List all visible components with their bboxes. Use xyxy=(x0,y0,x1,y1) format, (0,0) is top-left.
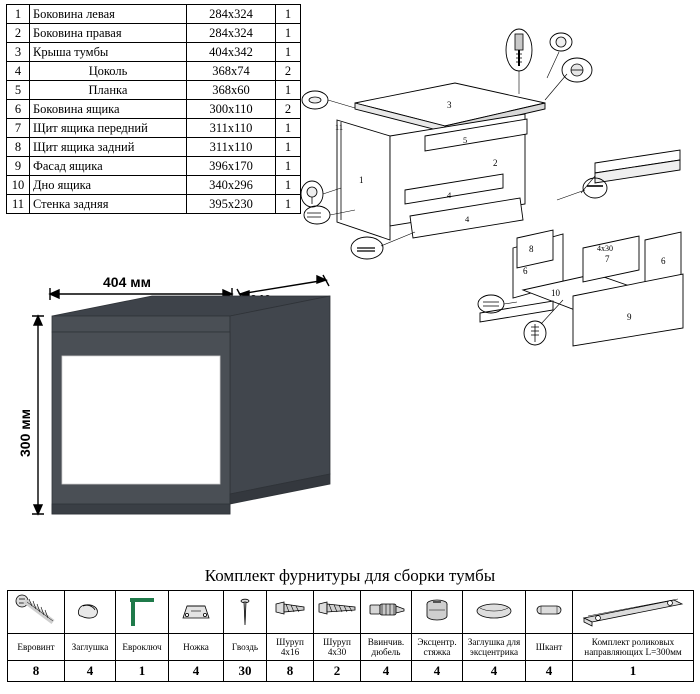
kit-item-label: Заглушка для эксцентрика xyxy=(463,634,526,661)
kit-item-label: Евровинт xyxy=(8,634,65,661)
part-qty: 1 xyxy=(276,119,301,138)
callout-2: 2 xyxy=(493,158,498,168)
kit-item-qty: 30 xyxy=(224,661,267,682)
kit-item-qty: 1 xyxy=(573,661,694,682)
part-size: 396х170 xyxy=(187,157,276,176)
table-row xyxy=(7,157,301,176)
screw-long-icon-cell xyxy=(314,591,361,634)
cap-icon-cell xyxy=(65,591,116,634)
kit-item-label: Ножка xyxy=(169,634,224,661)
dowel-wood-icon-cell xyxy=(526,591,573,634)
part-number: 10 xyxy=(7,176,30,195)
callout-9: 9 xyxy=(627,312,632,322)
part-qty: 1 xyxy=(276,138,301,157)
part-size: 340х296 xyxy=(187,176,276,195)
kit-item-label: Ввинчив. дюбель xyxy=(361,634,412,661)
part-number: 7 xyxy=(7,119,30,138)
kit-item-qty: 4 xyxy=(412,661,463,682)
part-qty: 1 xyxy=(276,24,301,43)
kit-item-qty: 4 xyxy=(361,661,412,682)
part-size: 404х342 xyxy=(187,43,276,62)
kit-item-qty: 8 xyxy=(8,661,65,682)
callout-10: 10 xyxy=(551,288,560,298)
nail-icon-cell xyxy=(224,591,267,634)
kit-item-label: Заглушка xyxy=(65,634,116,661)
hardware-kit-title: Комплект фурнитуры для сборки тумбы xyxy=(204,566,496,585)
table-row xyxy=(7,138,301,157)
callout-11: 11 xyxy=(335,122,344,132)
callout-8: 8 xyxy=(529,244,534,254)
kit-item-qty: 8 xyxy=(267,661,314,682)
eurowint-icon-cell xyxy=(8,591,65,634)
kit-item-qty: 4 xyxy=(169,661,224,682)
dowel-icon-cell xyxy=(361,591,412,634)
part-qty: 1 xyxy=(276,176,301,195)
part-qty: 1 xyxy=(276,43,301,62)
table-row xyxy=(7,195,301,214)
part-size: 311х110 xyxy=(187,138,276,157)
part-name: Боковина правая xyxy=(30,24,187,43)
parts-table xyxy=(6,4,301,214)
screw-icon-cell xyxy=(267,591,314,634)
table-row xyxy=(7,43,301,62)
foot-icon-cell xyxy=(169,591,224,634)
kit-item-label: Комплект роликовых направляющих L=300мм xyxy=(573,634,694,661)
callout-5: 5 xyxy=(463,135,468,145)
allen-key-icon-cell xyxy=(116,591,169,634)
part-qty: 2 xyxy=(276,62,301,81)
part-number: 1 xyxy=(7,5,30,24)
height-dimension-label: 300 мм xyxy=(17,409,33,457)
slide-rails-icon-cell xyxy=(573,591,694,634)
part-size: 284х324 xyxy=(187,24,276,43)
part-number: 11 xyxy=(7,195,30,214)
part-name: Боковина левая xyxy=(30,5,187,24)
kit-item-label: Гвоздь xyxy=(224,634,267,661)
width-dimension-label: 404 мм xyxy=(103,274,151,290)
part-number: 5 xyxy=(7,81,30,100)
part-name: Крыша тумбы xyxy=(30,43,187,62)
note-4x30: 4х30 xyxy=(597,244,613,253)
cabinet-dimension-drawing xyxy=(8,272,383,557)
foot-icon xyxy=(173,592,219,632)
part-name: Стенка задняя xyxy=(30,195,187,214)
table-row xyxy=(7,5,301,24)
part-size: 395х230 xyxy=(187,195,276,214)
kit-item-qty: 4 xyxy=(526,661,573,682)
allen-key-icon xyxy=(122,592,162,632)
kit-item-qty: 4 xyxy=(463,661,526,682)
part-qty: 1 xyxy=(276,81,301,100)
part-name: Боковина ящика xyxy=(30,100,187,119)
screw-long-icon xyxy=(315,592,359,632)
part-name: Фасад ящика xyxy=(30,157,187,176)
part-number: 3 xyxy=(7,43,30,62)
part-size: 284х324 xyxy=(187,5,276,24)
part-qty: 1 xyxy=(276,157,301,176)
table-row xyxy=(7,62,301,81)
callout-4-upper: 4 xyxy=(447,190,452,200)
dowel-wood-icon xyxy=(529,592,569,632)
table-row xyxy=(7,100,301,119)
callout-6-right: 6 xyxy=(661,256,666,266)
part-size: 368х74 xyxy=(187,62,276,81)
part-size: 368х60 xyxy=(187,81,276,100)
callout-3: 3 xyxy=(447,100,452,110)
cam-cap-icon xyxy=(468,592,520,632)
part-number: 8 xyxy=(7,138,30,157)
part-number: 6 xyxy=(7,100,30,119)
kit-item-qty: 4 xyxy=(65,661,116,682)
nail-icon xyxy=(233,592,257,632)
kit-item-label: Шуруп 4х16 xyxy=(267,634,314,661)
part-size: 300х110 xyxy=(187,100,276,119)
cam-lock-icon xyxy=(417,592,457,632)
kit-item-label: Шуруп 4х30 xyxy=(314,634,361,661)
callout-4-lower: 4 xyxy=(465,214,470,224)
table-row xyxy=(7,119,301,138)
kit-label-row xyxy=(8,634,694,661)
eurowint-icon xyxy=(13,592,59,632)
callout-7: 7 xyxy=(605,254,610,264)
part-number: 4 xyxy=(7,62,30,81)
part-name: Щит ящика задний xyxy=(30,138,187,157)
part-size: 311х110 xyxy=(187,119,276,138)
table-row xyxy=(7,176,301,195)
part-qty: 1 xyxy=(276,5,301,24)
part-number: 2 xyxy=(7,24,30,43)
slide-rails-icon xyxy=(578,592,688,632)
kit-qty-row xyxy=(8,661,694,682)
cam-cap-icon-cell xyxy=(463,591,526,634)
kit-item-qty: 1 xyxy=(116,661,169,682)
kit-item-label: Эксцентр. стяжка xyxy=(412,634,463,661)
kit-item-label: Евроключ xyxy=(116,634,169,661)
part-number: 9 xyxy=(7,157,30,176)
table-row xyxy=(7,81,301,100)
part-qty: 1 xyxy=(276,195,301,214)
kit-icon-row xyxy=(8,591,694,634)
table-row xyxy=(7,24,301,43)
callout-1: 1 xyxy=(359,175,364,185)
cap-icon xyxy=(73,592,107,632)
part-name: Цоколь xyxy=(30,62,187,81)
kit-item-qty: 2 xyxy=(314,661,361,682)
callout-6-left: 6 xyxy=(523,266,528,276)
screw-icon xyxy=(270,592,310,632)
part-name: Дно ящика xyxy=(30,176,187,195)
kit-item-label: Шкант xyxy=(526,634,573,661)
cam-lock-icon-cell xyxy=(412,591,463,634)
part-name: Планка xyxy=(30,81,187,100)
hardware-kit-table xyxy=(7,590,694,682)
part-name: Щит ящика передний xyxy=(30,119,187,138)
part-qty: 2 xyxy=(276,100,301,119)
dowel-icon xyxy=(364,592,408,632)
